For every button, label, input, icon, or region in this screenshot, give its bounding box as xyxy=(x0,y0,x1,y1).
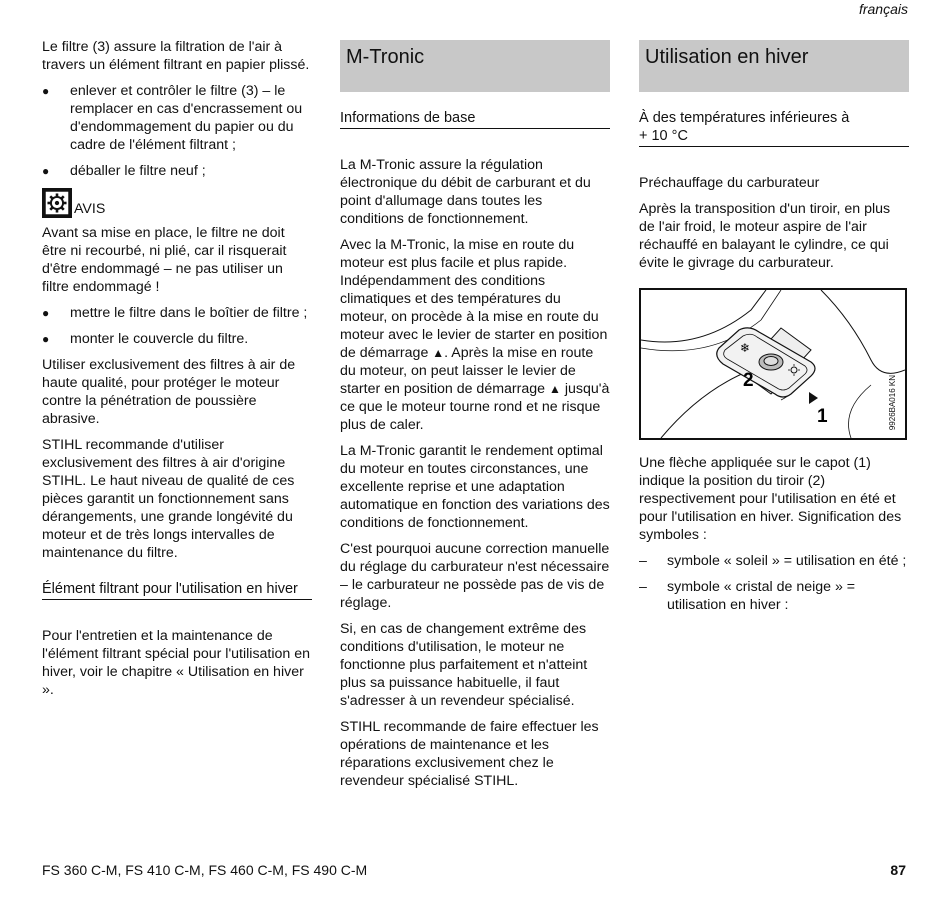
paragraph: Une flèche appliquée sur le capot (1) indique la position du tiroir (2) respectivement pour l'utilisation en été et pour l'utilisation en hiver. Signification des symboles : xyxy=(639,455,902,543)
avis-label: AVIS xyxy=(74,201,106,217)
paragraph: Utiliser exclusivement des filtres à air de haute qualité, pour protéger le moteur contre la pénétration de poussière abrasive. xyxy=(42,357,296,427)
section-heading: Élément filtrant pour l'utilisation en hiver xyxy=(42,580,312,600)
subheading: Préchauffage du carburateur xyxy=(639,175,820,191)
list-item: ● mettre le filtre dans le boîtier de filtre ; xyxy=(42,305,308,321)
figure-code: 9926BA016 KN xyxy=(888,374,897,430)
avis-text: Avant sa mise en place, le filtre ne doit être ni recourbé, ni plié, car il risquerait d'être endommagé – ne pas utiliser un filtre endommagé ! xyxy=(42,225,287,295)
carburetor-slide-figure xyxy=(639,288,907,440)
column-right xyxy=(639,38,909,622)
chapter-title: M-Tronic xyxy=(340,40,610,92)
paragraph: Si, en cas de changement extrême des conditions d'utilisation, le moteur ne fonctionne plus parfaitement et n'atteint plus sa puissance habituelle, il faut s'adresser à un revendeur spécialisé. xyxy=(340,621,588,709)
page-number: 87 xyxy=(890,862,906,878)
start-position-icon: ▲ xyxy=(432,346,445,360)
gear-warning-icon xyxy=(42,188,72,218)
paragraph: Avec la M-Tronic, la mise en route du moteur est plus facile et plus rapide. Indépendamment des conditions climatiques et des températures du moteur, on procède à la mise en route du moteur avec le levier de starter en position de démarrage ▲. Après la mise en route du moteur, on peut laisser le levier de starter en position de démarrage ▲ jusqu'à ce que le moteur tourne rond et ne risque plus de caler. xyxy=(340,237,610,433)
section-heading: Informations de base xyxy=(340,109,610,129)
avis-heading xyxy=(42,188,312,218)
paragraph: Pour l'entretien et la maintenance de l'élément filtrant spécial pour l'utilisation en hiver, voir le chapitre « Utilisation en hiver ». xyxy=(42,628,311,698)
paragraph: Après la transposition d'un tiroir, en plus de l'air froid, le moteur aspire de l'air réchauffé en balayant le cylindre, ce qui évite le givrage du carburateur. xyxy=(639,201,891,271)
paragraph: STIHL recommande de faire effectuer les opérations de maintenance et les réparations exclusivement chez le revendeur spécialisé STIHL. xyxy=(340,719,599,789)
bullet-icon: ● xyxy=(42,164,50,178)
dash-marker: – xyxy=(639,579,647,595)
list-item: – symbole « cristal de neige » = utilisation en hiver : xyxy=(639,579,856,613)
bullet-icon: ● xyxy=(42,84,50,98)
language-label: français xyxy=(858,1,908,17)
paragraph: La M-Tronic assure la régulation électronique du débit de carburant et du point d'allumage dans toutes les conditions de fonctionnement. xyxy=(340,157,591,227)
chapter-title: Utilisation en hiver xyxy=(639,40,909,92)
dash-marker: – xyxy=(639,553,647,569)
paragraph: C'est pourquoi aucune correction manuelle du réglage du carburateur n'est nécessaire – le carburateur ne possède pas de vis de réglage. xyxy=(340,541,610,611)
column-left xyxy=(42,38,312,707)
list-item: ● enlever et contrôler le filtre (3) – le remplacer en cas d'encrassement ou d'endommagement du papier ou du cadre de l'élément filtrant ; xyxy=(42,83,303,153)
footer-models: FS 360 C-M, FS 410 C-M, FS 460 C-M, FS 490 C-M xyxy=(42,862,368,878)
list-item: ● monter le couvercle du filtre. xyxy=(42,331,249,347)
bullet-icon: ● xyxy=(42,306,50,320)
figure-label-2: 2 xyxy=(743,370,754,391)
bullet-icon: ● xyxy=(42,332,50,346)
list-item: ● déballer le filtre neuf ; xyxy=(42,163,206,179)
figure-label-1: 1 xyxy=(817,406,828,427)
carburetor-illustration xyxy=(641,290,905,438)
svg-text:❄: ❄ xyxy=(740,341,751,355)
column-middle xyxy=(340,38,610,798)
intro-paragraph: Le filtre (3) assure la filtration de l'air à travers un élément filtrant en papier plissé. xyxy=(42,39,310,73)
list-item: – symbole « soleil » = utilisation en été ; xyxy=(639,553,907,569)
start-position-icon: ▲ xyxy=(549,382,561,396)
paragraph: La M-Tronic garantit le rendement optimal du moteur en toutes circonstances, une excellente reprise et une adaptation automatique en fonction des variations des conditions de fonctionnement. xyxy=(340,443,610,531)
section-heading: À des températures inférieures à + 10 °C xyxy=(639,109,909,147)
paragraph: STIHL recommande d'utiliser exclusivement des filtres à air d'origine STIHL. Le haut niveau de qualité de ces pièces garantit un fonctionnement sans dérangements, une grande longévité du moteur et de très longs intervalles de maintenance du filtre. xyxy=(42,437,295,561)
